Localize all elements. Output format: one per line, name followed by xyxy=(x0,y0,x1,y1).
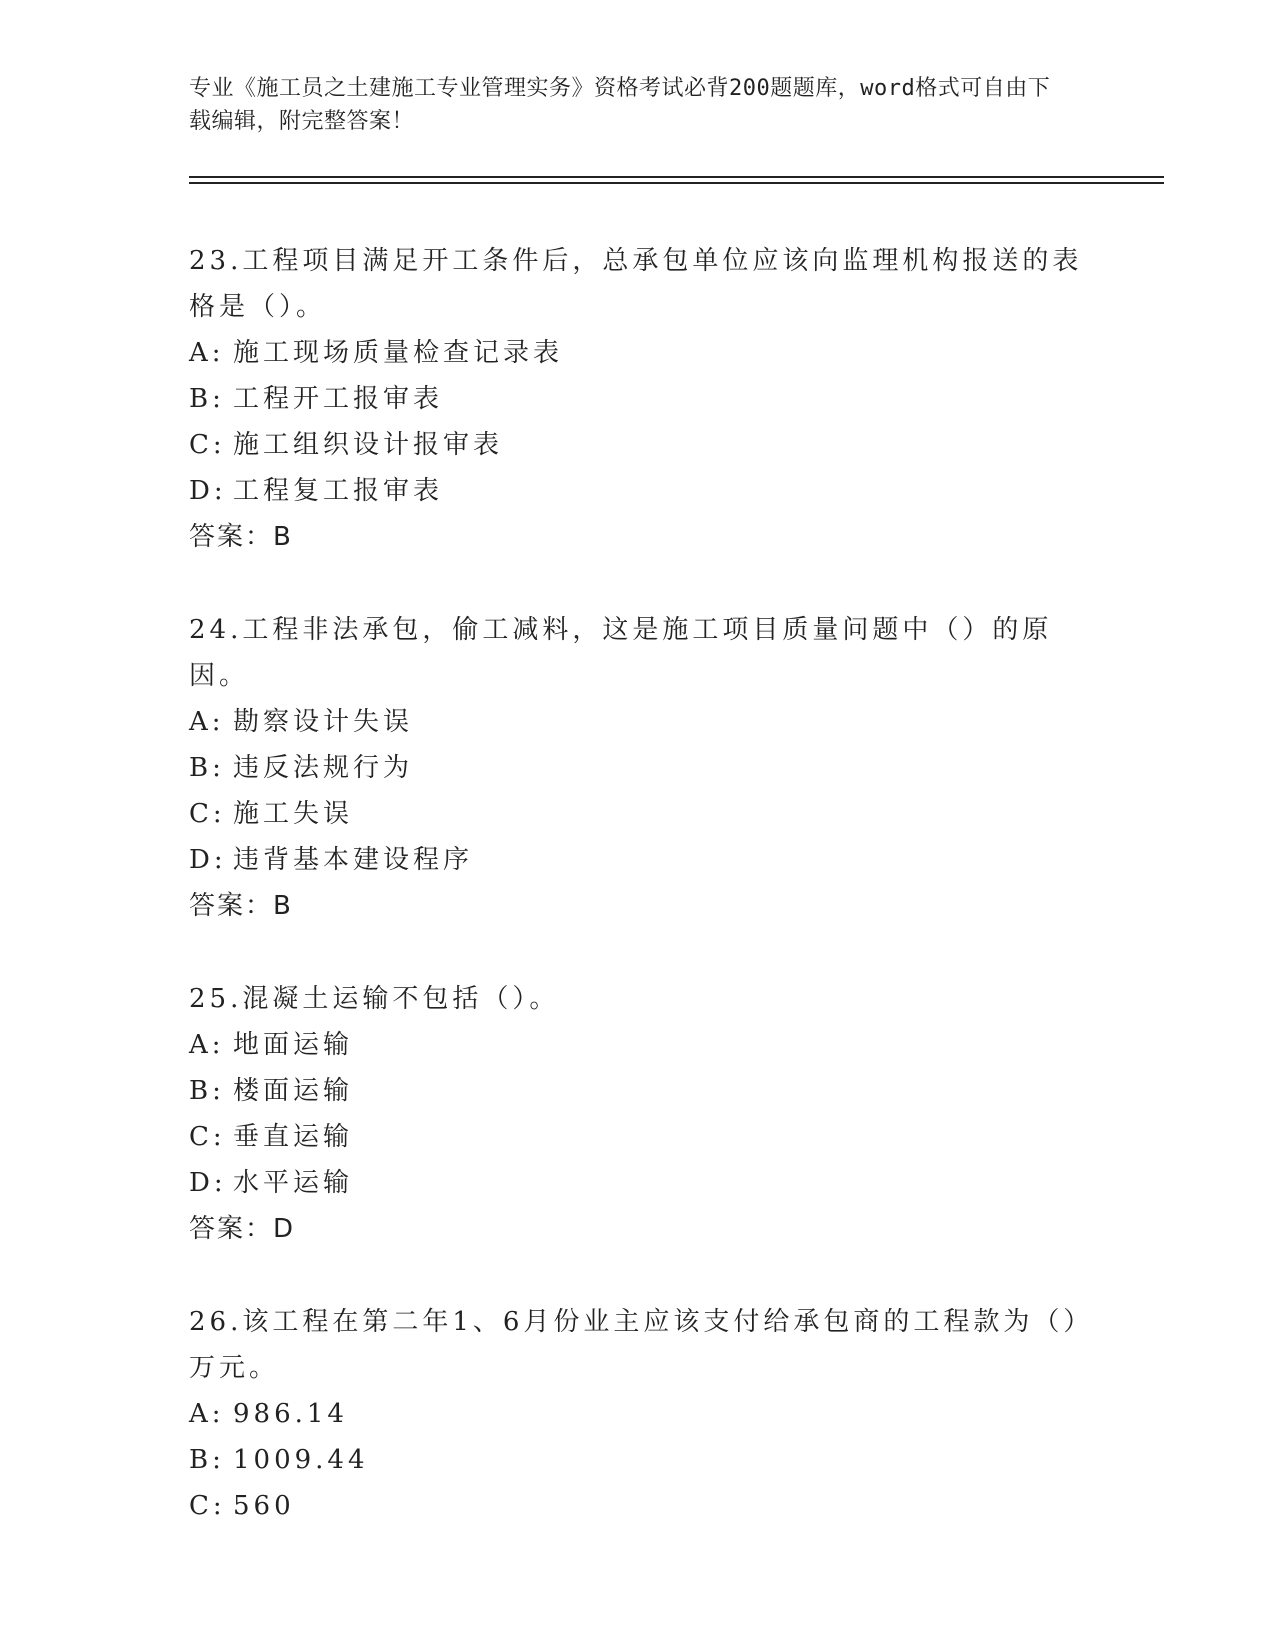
option-text: 1009.44 xyxy=(233,1445,369,1475)
question-26 xyxy=(189,1299,1089,1529)
option-letter: D: xyxy=(189,1168,227,1198)
header-divider-top xyxy=(189,176,1164,178)
option-text: 施工失误 xyxy=(233,799,354,829)
option-text: 垂直运输 xyxy=(233,1122,354,1152)
option-a xyxy=(189,699,1089,745)
option-text: 水平运输 xyxy=(233,1168,354,1198)
option-letter: B: xyxy=(189,753,225,783)
question-stem: 24.工程非法承包，偷工减料，这是施工项目质量问题中（）的原因。 xyxy=(189,615,1053,691)
option-d xyxy=(189,837,1089,883)
option-text: 勘察设计失误 xyxy=(233,707,414,737)
answer-line: 答案：B xyxy=(189,522,293,552)
option-b xyxy=(189,1068,1089,1114)
option-d xyxy=(189,1160,1089,1206)
question-23 xyxy=(189,238,1089,560)
option-letter: B: xyxy=(189,1076,225,1106)
option-letter: C: xyxy=(189,799,226,829)
option-text: 560 xyxy=(233,1491,295,1521)
option-text: 施工现场质量检查记录表 xyxy=(233,338,564,368)
option-letter: A: xyxy=(189,1030,225,1060)
document-header: 专业《施工员之土建施工专业管理实务》资格考试必背200题题库，word格式可自由下载编辑，附完整答案！ xyxy=(189,76,1051,134)
option-text: 工程复工报审表 xyxy=(233,476,444,506)
option-letter: B: xyxy=(189,384,225,414)
answer-line: 答案：D xyxy=(189,1214,296,1244)
option-letter: D: xyxy=(189,845,227,875)
option-text: 楼面运输 xyxy=(233,1076,354,1106)
option-letter: C: xyxy=(189,1122,226,1152)
question-stem: 26.该工程在第二年1、6月份业主应该支付给承包商的工程款为（）万元。 xyxy=(189,1307,1081,1383)
option-text: 986.14 xyxy=(233,1399,348,1429)
option-a xyxy=(189,330,1089,376)
option-letter: D: xyxy=(189,476,227,506)
option-a xyxy=(189,1022,1089,1068)
option-text: 施工组织设计报审表 xyxy=(233,430,504,460)
option-b xyxy=(189,745,1089,791)
option-text: 工程开工报审表 xyxy=(233,384,444,414)
option-a xyxy=(189,1391,1089,1437)
option-letter: A: xyxy=(189,1399,225,1429)
option-text: 违反法规行为 xyxy=(233,753,414,783)
option-letter: B: xyxy=(189,1445,225,1475)
option-letter: A: xyxy=(189,707,225,737)
answer-line: 答案：B xyxy=(189,891,293,921)
option-letter: C: xyxy=(189,1491,226,1521)
option-letter: A: xyxy=(189,338,225,368)
question-list xyxy=(189,238,1089,1576)
question-24 xyxy=(189,607,1089,929)
option-c xyxy=(189,1114,1089,1160)
question-stem: 23.工程项目满足开工条件后，总承包单位应该向监理机构报送的表格是（）。 xyxy=(189,246,1083,322)
option-c xyxy=(189,791,1089,837)
question-stem: 25.混凝土运输不包括（）。 xyxy=(189,984,560,1014)
option-c xyxy=(189,1483,1089,1529)
option-text: 违背基本建设程序 xyxy=(233,845,474,875)
option-c xyxy=(189,422,1089,468)
option-b xyxy=(189,376,1089,422)
option-text: 地面运输 xyxy=(233,1030,354,1060)
option-d xyxy=(189,468,1089,514)
option-letter: C: xyxy=(189,430,226,460)
question-25 xyxy=(189,976,1089,1252)
option-b xyxy=(189,1437,1089,1483)
header-divider-bottom xyxy=(189,182,1164,184)
